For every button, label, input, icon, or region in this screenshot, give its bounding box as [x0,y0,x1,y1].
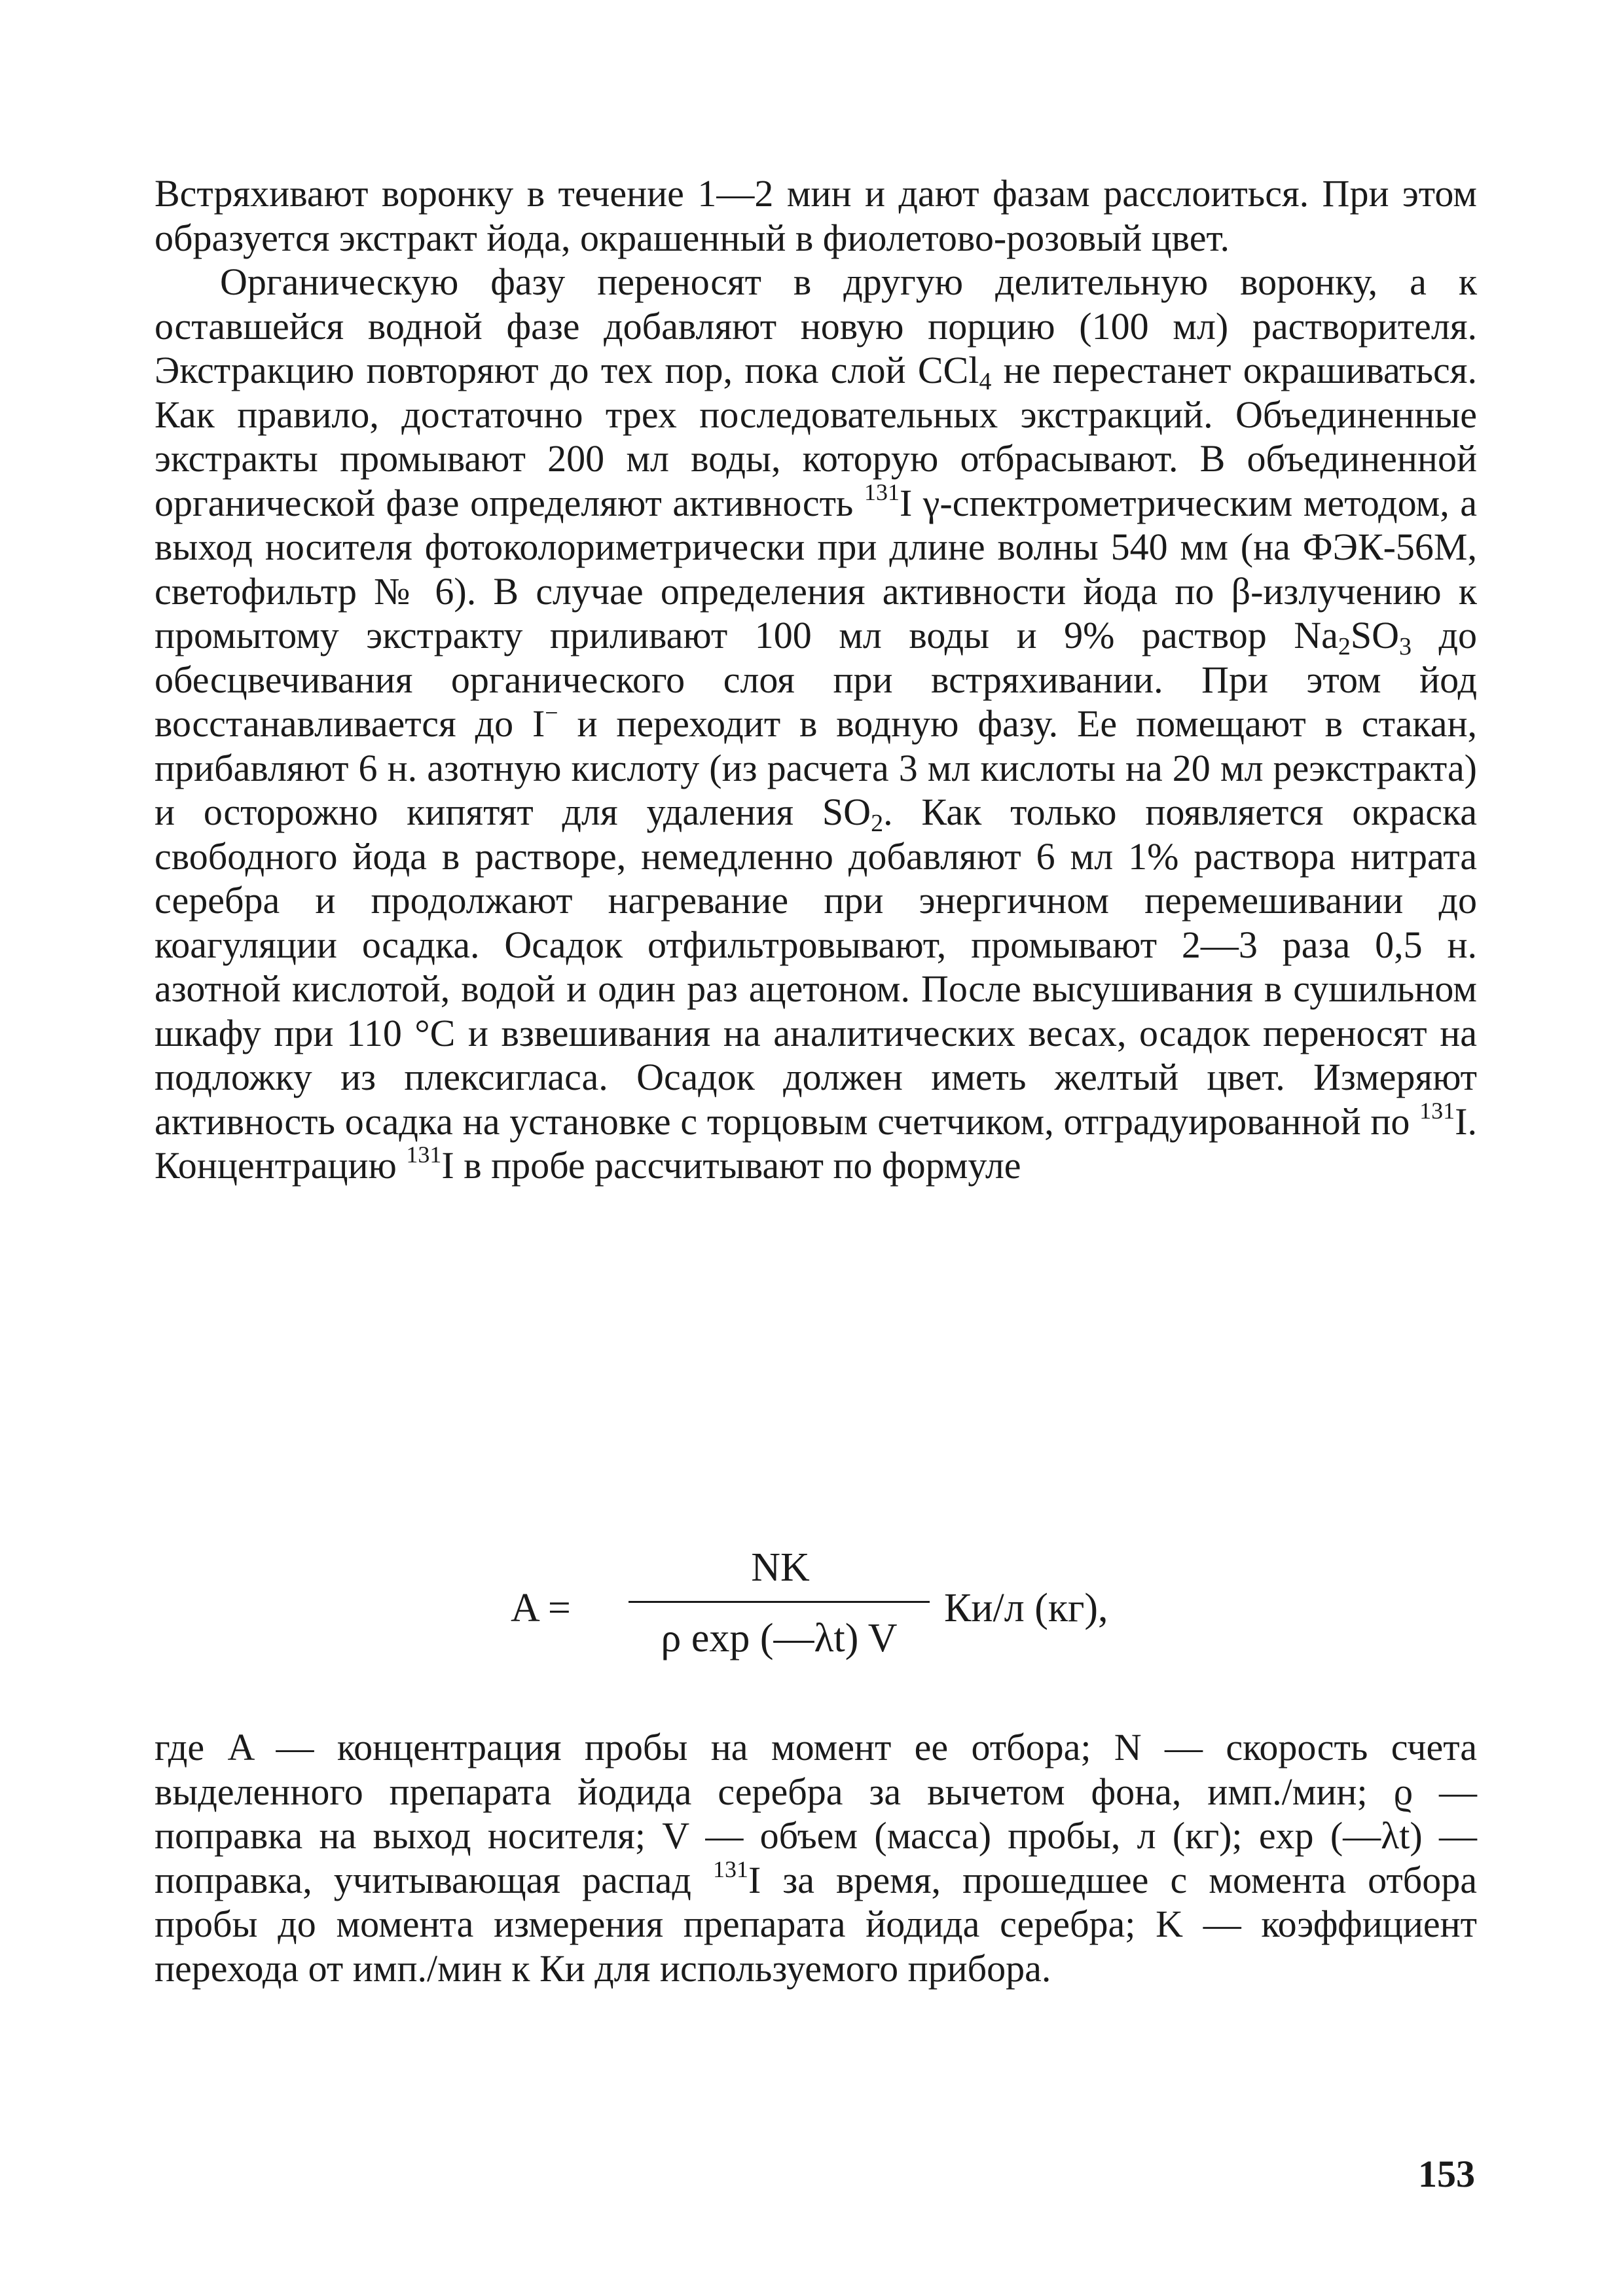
formula-unit: Ки/л (кг), [944,1586,1108,1630]
body-text [155,171,1477,1188]
concentration-formula [511,1545,1362,1695]
formula-lhs: A = [511,1586,571,1630]
formula-denominator: ρ exp (—λt) V [661,1616,898,1660]
page-number: 153 [1418,2153,1475,2195]
formula-numerator: NK [751,1545,810,1590]
fraction-bar [629,1601,930,1603]
paragraph-1: Встряхивают воронку в течение 1—2 мин и дают фазам расслоиться. При этом образуется экстракт йода, окрашенный в фиолетово-розовый цвет. [155,172,1477,259]
formula-explanation: где A — концентрация пробы на момент ее отбора; N — скорость счета выделенного препарата йодида серебра за вычетом фона, имп./мин; ϱ — поправка на выход носителя; V — объем (масса) пробы, л (кг); exp (—λt) — поправка, учитывающая распад $^{131}$I за время, прошедшее с момента отбора пробы до момента измерения препарата йодида серебра; K — коэффициент перехода от имп./мин к Ки для используемого прибора. [155,1726,1477,1990]
paragraph-2: Органическую фазу переносят в другую делительную воронку, а к оставшейся водной фазе добавляют новую порцию (100 мл) растворителя. Экстракцию повторяют до тех пор, пока слой CCl$_4$ не перестанет окрашиваться. Как правило, достаточно трех последовательных экстракций. Объединенные экстракты промывают 200 мл воды, которую отбрасывают. В объединенной органической фазе определяют активность $^{131}$I γ-спектрометрическим методом, а выход носителя фотоколориметрически при длине волны 540 мм (на ФЭК-56М, светофильтр № 6). В случае определения активности йода по β-излучению к промытому экстракту приливают 100 мл воды и 9% раствор $Na_2SO_3$ до обесцвечивания органического слоя при встряхивании. При этом йод восстанавливается до I− и переходит в водную фазу. Ее помещают в стакан, прибавляют 6 н. азотную кислоту (из расчета 3 мл кислоты на 20 мл реэкстракта) и осторожно кипятят для удаления $SO_2$. Как только появляется окраска свободного йода в растворе, немедленно добавляют 6 мл 1% раствора нитрата серебра и продолжают нагревание при энергичном перемешивании до коагуляции осадка. Осадок отфильтровывают, промывают 2—3 раза 0,5 н. азотной кислотой, водой и один раз ацетоном. После высушивания в сушильном шкафу при 110 °С и взвешивания на аналитических весах, осадок переносят на подложку из плексигласа. Осадок должен иметь желтый цвет. Измеряют активность осадка на установке с торцовым счетчиком, отградуированной по $^{131}$I. Концентрацию $^{131}$I в пробе рассчитывают по формуле [155,260,1478,1187]
